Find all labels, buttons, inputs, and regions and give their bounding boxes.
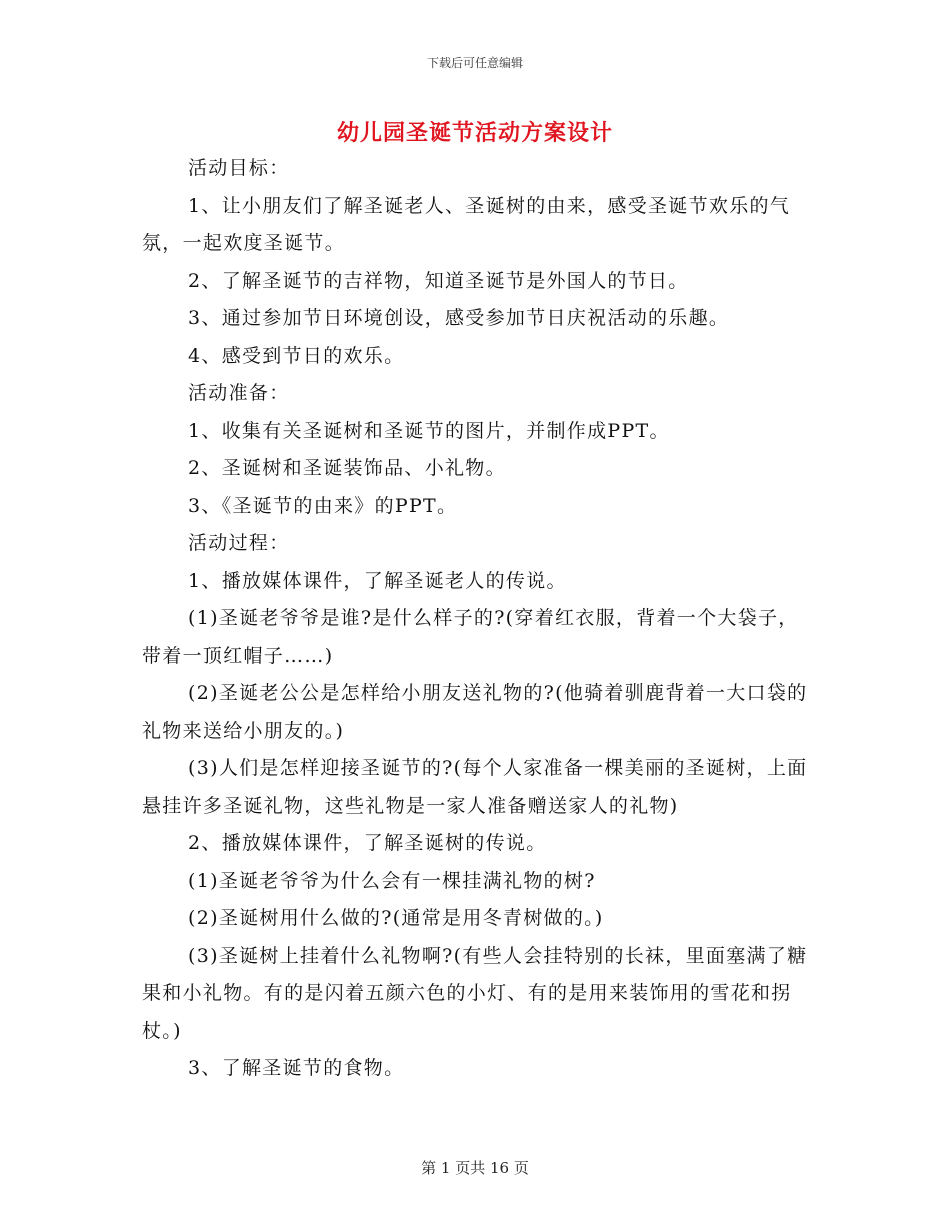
paragraph: 1、让小朋友们了解圣诞老人、圣诞树的由来，感受圣诞节欢乐的气氛，一起欢度圣诞节。 [142,194,791,254]
paragraph: (2)圣诞老公公是怎样给小朋友送礼物的?(他骑着驯鹿背着一大口袋的礼物来送给小朋友的。) [142,682,808,742]
paragraph: 1、播放媒体课件，了解圣诞老人的传说。 [188,569,567,592]
paragraph: (3)圣诞树上挂着什么礼物啊?(有些人会挂特别的长袜，里面塞满了糖果和小礼物。有的是闪着五颜六色的小灯、有的是用来装饰用的雪花和拐杖。) [142,944,808,1042]
document-body [142,150,810,1088]
document-title: 幼儿园圣诞节活动方案设计 [336,120,613,146]
paragraph: (1)圣诞老爷爷是谁?是什么样子的?(穿着红衣服，背着一个大袋子，带着一顶红帽子……) [142,607,799,667]
paragraph: 2、播放媒体课件，了解圣诞树的传说。 [188,832,547,854]
paragraph: 3、了解圣诞节的食物。 [188,1057,405,1079]
paragraph: 活动目标： [188,157,290,179]
paragraph: 2、了解圣诞节的吉祥物，知道圣诞节是外国人的节日。 [188,269,689,292]
paragraph: 4、感受到节日的欢乐。 [188,344,405,367]
paragraph: 3、《圣诞节的由来》的PPT。 [188,494,458,517]
paragraph: (2)圣诞树用什么做的?(通常是用冬青树做的。) [188,907,604,929]
paragraph: (1)圣诞老爷爷为什么会有一棵挂满礼物的树? [188,869,596,892]
paragraph: 活动过程： [188,532,290,554]
page-header: 下载后可任意编辑 [426,56,523,70]
page-footer: 第 1 页共 16 页 [421,1159,529,1177]
paragraph: 2、圣诞树和圣诞装饰品、小礼物。 [188,457,506,479]
paragraph: 1、收集有关圣诞树和圣诞节的图片，并制作成PPT。 [188,419,670,442]
paragraph: 活动准备： [188,382,290,404]
paragraph: 3、通过参加节日环境创设，感受参加节日庆祝活动的乐趣。 [188,307,730,329]
paragraph: (3)人们是怎样迎接圣诞节的?(每个人家准备一棵美丽的圣诞树，上面悬挂许多圣诞礼物，这些礼物是一家人准备赠送家人的礼物) [142,757,808,817]
